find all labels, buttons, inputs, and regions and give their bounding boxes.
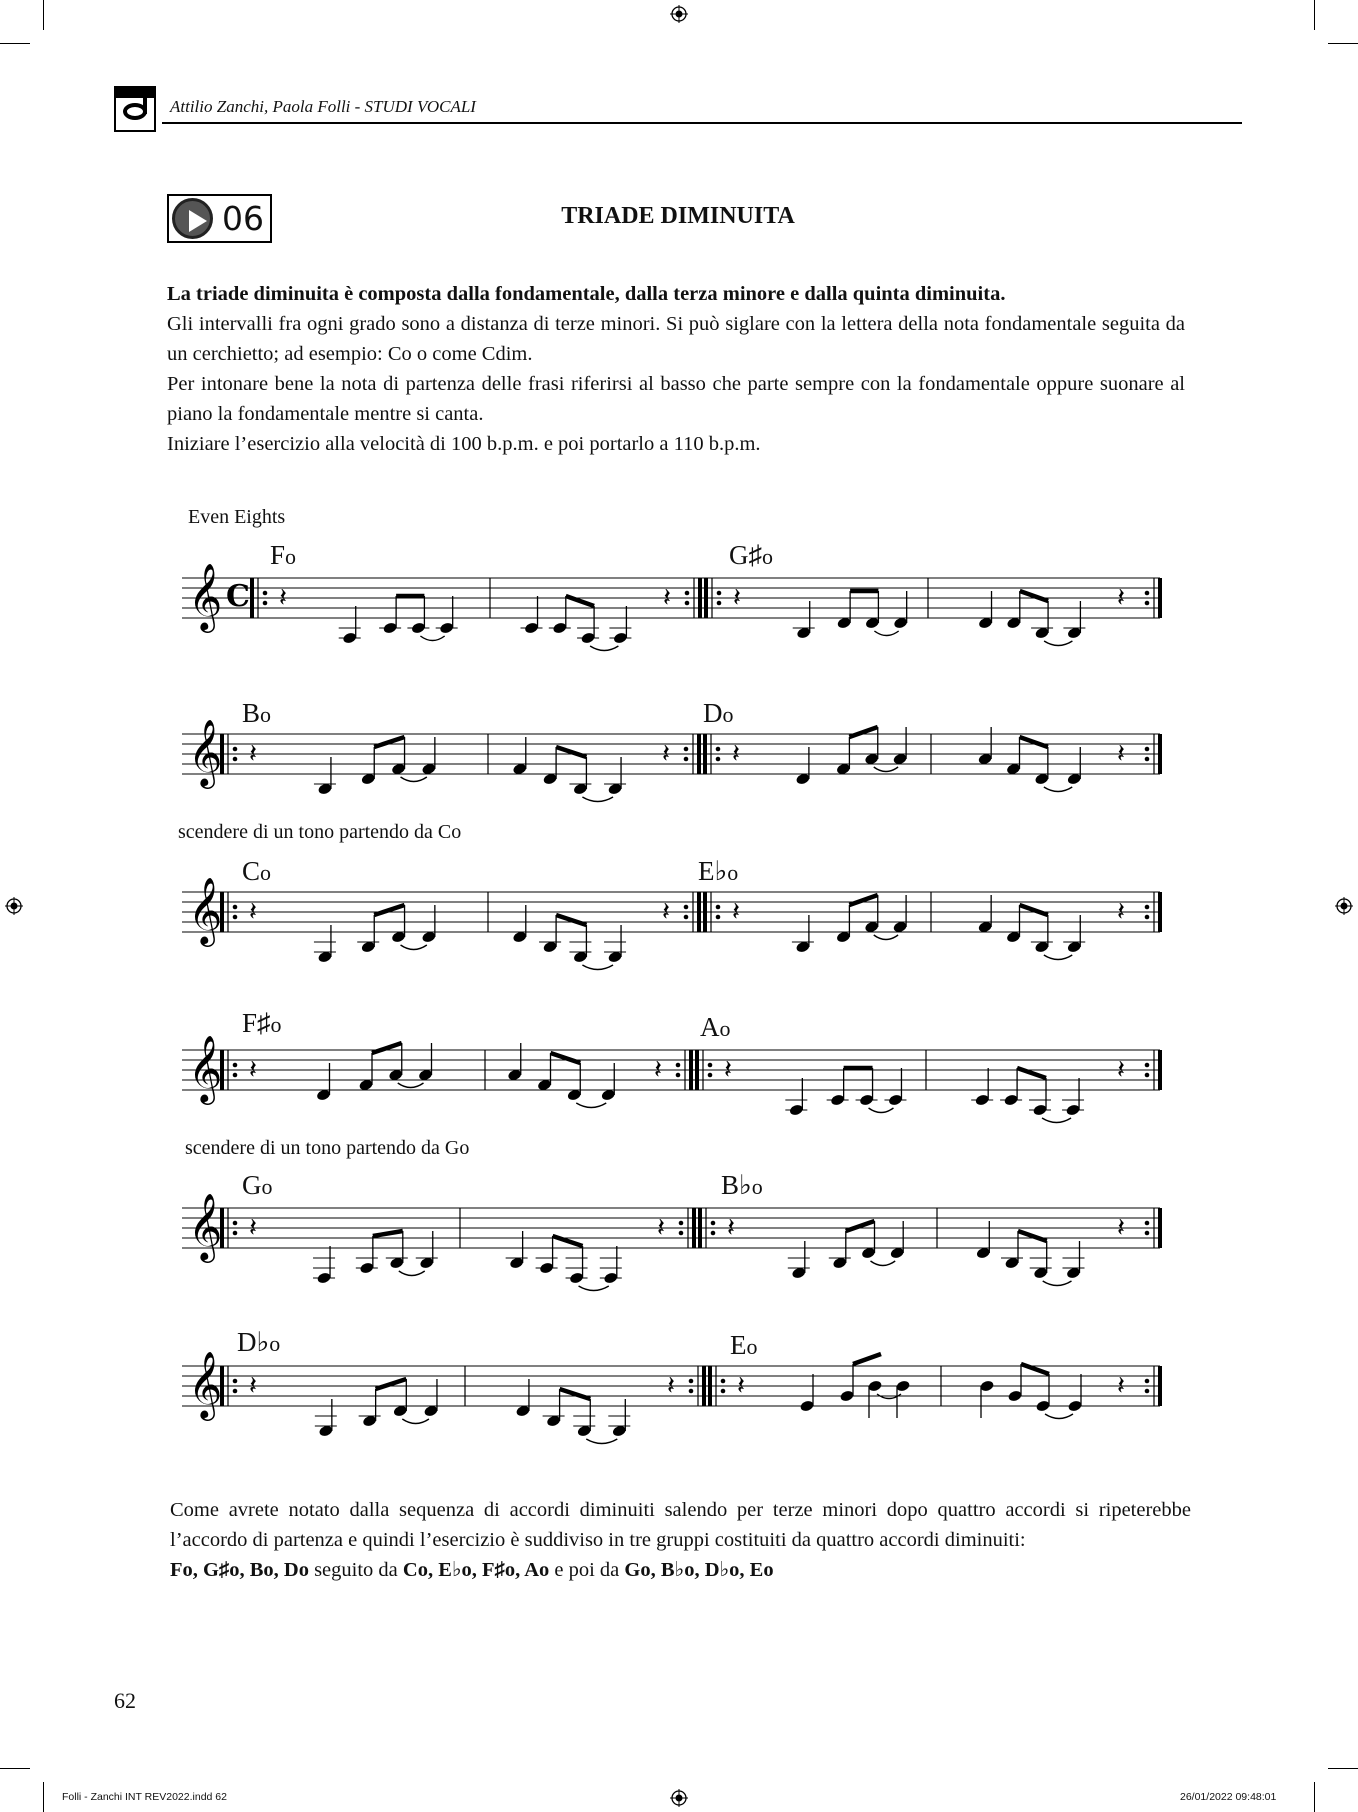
repeat-dot [1145,1389,1150,1394]
repeat-dot [717,591,722,596]
tie [401,777,427,782]
repeat-dot [711,1231,716,1236]
slug-file: Folli - Zanchi INT REV2022.indd 62 [62,1791,227,1803]
quarter-rest-icon: 𝄽 [662,739,670,769]
chord-symbol: F♯o [242,1008,282,1038]
repeat-dot [233,1221,238,1226]
tie [576,1103,606,1108]
intro-paragraph: Per intonare bene la nota di partenza delle frasi riferirsi al basso che parte sempre con la fondamentale oppure suonare al piano la fondamentale mentre si canta. [167,373,1185,425]
repeat-dot [685,601,690,606]
quarter-rest-icon: 𝄽 [663,583,671,613]
instruction-label: scendere di un tono partendo da Co [178,821,462,843]
eighth-beam [1018,1231,1047,1241]
page-number: 62 [114,1688,136,1713]
tie [582,965,613,970]
quarter-rest-icon: 𝄽 [249,1371,257,1401]
eighth-beam [1020,591,1048,601]
repeat-dot [721,1379,726,1384]
chord-symbol: Fo [270,540,297,570]
treble-clef-icon: 𝄞 [188,718,223,786]
repeat-dot [676,1073,681,1078]
quarter-rest-icon: 𝄽 [1117,1213,1125,1243]
tie [871,1261,896,1266]
tie [590,646,618,651]
repeat-dot [716,915,721,920]
treble-clef-icon: 𝄞 [188,1034,223,1102]
outro-text [170,1495,1191,1585]
repeat-dot [684,915,689,920]
eighth-beam [849,895,877,905]
treble-clef-icon: 𝄞 [188,876,223,944]
tie [402,1419,429,1424]
eighth-beam [372,1043,402,1053]
tie [874,767,898,772]
tie [1042,1118,1071,1123]
repeat-dot [676,1063,681,1068]
connector-text: seguito da [308,1559,403,1581]
repeat-dot [263,601,268,606]
eighth-beam [373,1231,403,1236]
tie [398,1083,424,1088]
eighth-beam [376,1379,407,1389]
chord-symbol: D♭o [237,1327,281,1357]
quarter-rest-icon: 𝄽 [1117,1371,1125,1401]
outro-paragraph: Come avrete notato dalla sequenza di accordi diminuiti salendo per terze minori dopo quattro accordi si ripeterebbe l’accordo di partenza e quindi l’esercizio è suddiviso in tre gruppi costituiti da quattro accordi diminuiti: [170,1499,1191,1551]
chord-symbol: Bo [242,698,272,728]
repeat-dot [233,747,238,752]
quarter-rest-icon: 𝄽 [249,1055,257,1085]
quarter-rest-icon: 𝄽 [279,583,287,613]
chord-symbol: B♭o [721,1170,763,1200]
connector-text: e poi da [549,1559,625,1581]
tie [399,1271,425,1276]
chord-symbol: Go [242,1170,273,1200]
instruction-label: scendere di un tono partendo da Go [185,1137,470,1159]
eighth-beam [560,1389,591,1399]
section-title: TRIADE DIMINUITA [561,203,795,229]
chord-symbol: Co [242,856,272,886]
eighth-beam [374,905,404,915]
intro-lead: La triade diminuita è composta dalla fondamentale, dalla terza minore e dalla quinta diminuita. [167,283,1006,305]
eighth-beam [1020,737,1048,747]
chord-group-1: Fo, G♯o, Bo, Do [170,1559,309,1581]
chord-symbol: Ao [700,1012,731,1042]
quarter-rest-icon: 𝄽 [724,1055,732,1085]
tie [869,1108,894,1113]
chord-symbol: G♯o [729,540,773,570]
common-time-icon: C [226,579,250,614]
repeat-dot [233,1389,238,1394]
chord-groups [170,1555,1191,1585]
quarter-rest-icon: 𝄽 [654,1055,662,1085]
repeat-dot [1145,591,1150,596]
tie [586,1439,617,1444]
eighth-beam [374,737,404,747]
tie [579,1286,609,1291]
treble-clef-icon: 𝄞 [188,1350,223,1418]
quarter-rest-icon: 𝄽 [249,897,257,927]
tie [1043,1281,1072,1286]
repeat-dot [1145,747,1150,752]
slug-date: 26/01/2022 09:48:01 [1180,1791,1277,1803]
repeat-dot [1145,601,1150,606]
repeat-dot [689,1379,694,1384]
tie [1045,1414,1073,1419]
chord-group-3: Go, B♭o, D♭o, Eo [624,1559,774,1581]
treble-clef-icon: 𝄞 [188,562,223,630]
repeat-dot [263,591,268,596]
eighth-beam [849,727,877,737]
quarter-rest-icon: 𝄽 [249,1213,257,1243]
quarter-rest-icon: 𝄽 [662,897,670,927]
eighth-beam [551,1053,581,1063]
tie [420,636,444,641]
repeat-dot [684,905,689,910]
eighth-beam [556,915,586,925]
repeat-dot [1145,1221,1150,1226]
chord-symbol: Eo [730,1330,758,1360]
chord-group-2: Co, E♭o, F♯o, Ao [402,1559,550,1581]
tie [874,631,898,636]
tie [401,945,427,950]
quarter-rest-icon: 𝄽 [727,1213,735,1243]
repeat-dot [1145,1379,1150,1384]
tie [1044,787,1072,792]
tie [1044,641,1072,646]
repeat-dot [233,1073,238,1078]
chord-symbol: E♭o [698,856,739,886]
repeat-dot [679,1221,684,1226]
repeat-dot [716,757,721,762]
eighth-beam [853,1354,881,1364]
quarter-rest-icon: 𝄽 [1117,583,1125,613]
repeat-dot [711,1221,716,1226]
repeat-dot [1145,1073,1150,1078]
tie [1044,955,1072,960]
intro-paragraph: Iniziare l’esercizio alla velocità di 100 b.p.m. e poi portarlo a 110 b.p.m. [167,433,761,455]
chord-symbol: Do [703,698,734,728]
quarter-rest-icon: 𝄽 [732,739,740,769]
repeat-dot [684,747,689,752]
quarter-rest-icon: 𝄽 [249,739,257,769]
repeat-dot [233,757,238,762]
track-number: 06 [222,199,264,238]
repeat-dot [233,905,238,910]
repeat-dot [1145,1063,1150,1068]
tie [582,797,613,802]
repeat-dot [1145,915,1150,920]
repeat-dot [1145,757,1150,762]
repeat-dot [716,905,721,910]
treble-clef-icon: 𝄞 [188,1192,223,1260]
repeat-dot [1145,1231,1150,1236]
tie [874,935,898,940]
repeat-dot [685,591,690,596]
repeat-dot [233,1379,238,1384]
repeat-dot [684,757,689,762]
repeat-dot [1145,905,1150,910]
eighth-beam [1020,905,1048,915]
repeat-dot [689,1389,694,1394]
quarter-rest-icon: 𝄽 [1117,739,1125,769]
quarter-rest-icon: 𝄽 [733,583,741,613]
repeat-dot [708,1073,713,1078]
quarter-rest-icon: 𝄽 [737,1371,745,1401]
repeat-dot [233,1231,238,1236]
repeat-dot [717,601,722,606]
quarter-rest-icon: 𝄽 [1117,1055,1125,1085]
quarter-rest-icon: 𝄽 [667,1371,675,1401]
quarter-rest-icon: 𝄽 [657,1213,665,1243]
repeat-dot [708,1063,713,1068]
quarter-rest-icon: 𝄽 [1117,897,1125,927]
repeat-dot [233,1063,238,1068]
eighth-beam [556,747,586,757]
style-label: Even Eights [188,506,286,528]
repeat-dot [721,1389,726,1394]
quarter-rest-icon: 𝄽 [732,897,740,927]
repeat-dot [716,747,721,752]
running-header: Attilio Zanchi, Paola Folli - STUDI VOCALI [170,97,476,116]
intro-paragraph: Gli intervalli fra ogni grado sono a distanza di terze minori. Si può siglare con la lettera della nota fondamentale seguita da un cerchietto; ad esempio: Co o come Cdim. [167,313,1185,365]
repeat-dot [233,915,238,920]
eighth-beam [846,1221,875,1231]
repeat-dot [679,1231,684,1236]
